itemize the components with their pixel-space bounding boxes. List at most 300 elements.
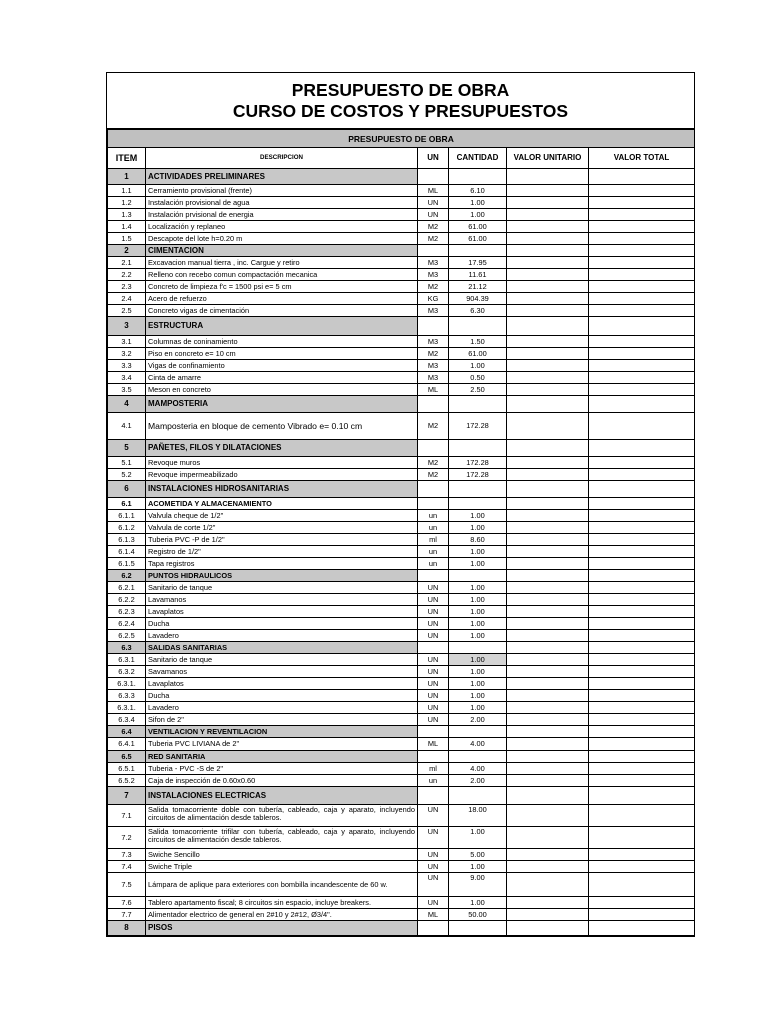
- section-item: 5: [108, 440, 146, 457]
- section-valor-unitario: [507, 245, 589, 257]
- item-cell: 7.5: [108, 873, 146, 897]
- description-cell: Alimentador electrico de general en 2#10 y 2#12, Ø3/4".: [146, 909, 418, 921]
- total-value-cell: [589, 469, 695, 481]
- item-cell: 1.2: [108, 197, 146, 209]
- table-row: [108, 209, 695, 221]
- unit-value-cell: [507, 763, 589, 775]
- unit-cell: UN: [418, 702, 449, 714]
- quantity-cell: 1.00: [449, 209, 507, 221]
- table-row: [108, 618, 695, 630]
- subsection-row: [108, 726, 695, 738]
- section-title: INSTALACIONES HIDROSANITARIAS: [146, 481, 418, 498]
- description-cell: Lámpara de aplique para exteriores con bombilla incandescente de 60 w.: [146, 873, 418, 897]
- unit-cell: UN: [418, 690, 449, 702]
- section-valor-total: [589, 787, 695, 805]
- unit-value-cell: [507, 269, 589, 281]
- unit-value-cell: [507, 233, 589, 245]
- quantity-cell: 172.28: [449, 457, 507, 469]
- unit-cell: M3: [418, 372, 449, 384]
- section-cantidad: [449, 440, 507, 457]
- subsection-valor-total: [589, 751, 695, 763]
- description-cell: Sanitario de tanque: [146, 654, 418, 666]
- section-title: ESTRUCTURA: [146, 317, 418, 336]
- total-value-cell: [589, 233, 695, 245]
- section-un: [418, 481, 449, 498]
- unit-cell: UN: [418, 849, 449, 861]
- item-cell: 3.2: [108, 348, 146, 360]
- subsection-item: 6.1: [108, 498, 146, 510]
- section-cantidad: [449, 396, 507, 413]
- unit-cell: ML: [418, 909, 449, 921]
- unit-value-cell: [507, 534, 589, 546]
- unit-cell: KG: [418, 293, 449, 305]
- unit-cell: M2: [418, 348, 449, 360]
- table-row: [108, 558, 695, 570]
- unit-value-cell: [507, 197, 589, 209]
- unit-value-cell: [507, 666, 589, 678]
- description-cell: Piso en concreto e= 10 cm: [146, 348, 418, 360]
- unit-value-cell: [507, 897, 589, 909]
- description-cell: Revoque impermeabilizado: [146, 469, 418, 481]
- section-title: ACTIVIDADES PRELIMINARES: [146, 169, 418, 185]
- table-row: [108, 690, 695, 702]
- quantity-cell: 4.00: [449, 738, 507, 751]
- quantity-cell: 172.28: [449, 469, 507, 481]
- item-cell: 1.3: [108, 209, 146, 221]
- description-cell: Lavadero: [146, 630, 418, 642]
- unit-cell: UN: [418, 897, 449, 909]
- section-row: [108, 317, 695, 336]
- table-row: [108, 510, 695, 522]
- section-title: MAMPOSTERIA: [146, 396, 418, 413]
- table-row: [108, 702, 695, 714]
- unit-value-cell: [507, 849, 589, 861]
- unit-cell: UN: [418, 594, 449, 606]
- description-cell: Instalación provisional de agua: [146, 197, 418, 209]
- total-value-cell: [589, 714, 695, 726]
- total-value-cell: [589, 690, 695, 702]
- table-row: [108, 909, 695, 921]
- unit-value-cell: [507, 281, 589, 293]
- description-cell: Swiche Triple: [146, 861, 418, 873]
- subsection-title: SALIDAS SANITARIAS: [146, 642, 418, 654]
- quantity-cell: 8.60: [449, 534, 507, 546]
- total-value-cell: [589, 873, 695, 897]
- section-item: 7: [108, 787, 146, 805]
- item-cell: 6.1.4: [108, 546, 146, 558]
- section-row: [108, 921, 695, 936]
- table-row: [108, 714, 695, 726]
- unit-value-cell: [507, 714, 589, 726]
- unit-cell: M3: [418, 305, 449, 317]
- document-subtitle: CURSO DE COSTOS Y PRESUPUESTOS: [232, 100, 569, 121]
- table-row: [108, 269, 695, 281]
- total-value-cell: [589, 510, 695, 522]
- quantity-cell: 2.00: [449, 775, 507, 787]
- table-row: [108, 336, 695, 348]
- unit-value-cell: [507, 522, 589, 534]
- subsection-cantidad: [449, 751, 507, 763]
- total-value-cell: [589, 413, 695, 440]
- quantity-cell: 50.00: [449, 909, 507, 921]
- table-row: [108, 594, 695, 606]
- description-cell: Tapa registros: [146, 558, 418, 570]
- unit-value-cell: [507, 457, 589, 469]
- description-cell: Lavadero: [146, 702, 418, 714]
- unit-value-cell: [507, 738, 589, 751]
- item-cell: 6.4.1: [108, 738, 146, 751]
- quantity-cell: 1.00: [449, 702, 507, 714]
- total-value-cell: [589, 861, 695, 873]
- unit-value-cell: [507, 873, 589, 897]
- subsection-un: [418, 726, 449, 738]
- description-cell: Lavamanos: [146, 594, 418, 606]
- table-row: [108, 233, 695, 245]
- unit-value-cell: [507, 861, 589, 873]
- section-un: [418, 245, 449, 257]
- quantity-cell: 0.50: [449, 372, 507, 384]
- subsection-valor-unitario: [507, 726, 589, 738]
- total-value-cell: [589, 372, 695, 384]
- description-cell: Descapote del lote h=0.20 m: [146, 233, 418, 245]
- item-cell: 2.2: [108, 269, 146, 281]
- item-cell: 3.4: [108, 372, 146, 384]
- total-value-cell: [589, 281, 695, 293]
- total-value-cell: [589, 558, 695, 570]
- description-cell: Tablero apartamento fiscal; 8 circuitos sin espacio, incluye breakers.: [146, 897, 418, 909]
- subsection-valor-unitario: [507, 751, 589, 763]
- table-row: [108, 522, 695, 534]
- section-un: [418, 787, 449, 805]
- description-cell: Cinta de amarre: [146, 372, 418, 384]
- total-value-cell: [589, 209, 695, 221]
- section-valor-total: [589, 245, 695, 257]
- total-value-cell: [589, 348, 695, 360]
- unit-value-cell: [507, 805, 589, 827]
- total-value-cell: [589, 654, 695, 666]
- unit-value-cell: [507, 702, 589, 714]
- section-title: CIMENTACION: [146, 245, 418, 257]
- section-valor-unitario: [507, 317, 589, 336]
- quantity-cell: 4.00: [449, 763, 507, 775]
- unit-cell: UN: [418, 618, 449, 630]
- description-cell: Salida tomacorriente doble con tubería, cableado, caja y aparato, incluyendo circuitos de alimentación desde tableros.: [146, 805, 418, 827]
- table-row: [108, 197, 695, 209]
- table-row: [108, 372, 695, 384]
- subsection-row: [108, 642, 695, 654]
- table-row: [108, 861, 695, 873]
- quantity-cell: 1.00: [449, 510, 507, 522]
- table-row: [108, 666, 695, 678]
- section-cantidad: [449, 169, 507, 185]
- quantity-cell: 1.50: [449, 336, 507, 348]
- quantity-cell: 61.00: [449, 233, 507, 245]
- section-cantidad: [449, 787, 507, 805]
- subsection-un: [418, 498, 449, 510]
- item-cell: 6.2.1: [108, 582, 146, 594]
- item-cell: 1.4: [108, 221, 146, 233]
- subsection-valor-total: [589, 642, 695, 654]
- section-item: 3: [108, 317, 146, 336]
- description-cell: Vigas de confinamiento: [146, 360, 418, 372]
- subsection-valor-total: [589, 726, 695, 738]
- table-row: [108, 293, 695, 305]
- quantity-cell: 1.00: [449, 197, 507, 209]
- section-valor-unitario: [507, 921, 589, 936]
- unit-value-cell: [507, 678, 589, 690]
- unit-value-cell: [507, 630, 589, 642]
- total-value-cell: [589, 805, 695, 827]
- total-value-cell: [589, 534, 695, 546]
- item-cell: 7.6: [108, 897, 146, 909]
- description-cell: Cerramiento provisional (frente): [146, 185, 418, 197]
- total-value-cell: [589, 630, 695, 642]
- subsection-row: [108, 751, 695, 763]
- total-value-cell: [589, 897, 695, 909]
- table-row: [108, 185, 695, 197]
- total-value-cell: [589, 618, 695, 630]
- item-cell: 6.1.3: [108, 534, 146, 546]
- item-cell: 6.3.3: [108, 690, 146, 702]
- item-cell: 6.2.5: [108, 630, 146, 642]
- unit-value-cell: [507, 690, 589, 702]
- section-valor-total: [589, 921, 695, 936]
- unit-cell: UN: [418, 666, 449, 678]
- total-value-cell: [589, 594, 695, 606]
- total-value-cell: [589, 522, 695, 534]
- unit-cell: M2: [418, 221, 449, 233]
- table-row: [108, 678, 695, 690]
- unit-cell: un: [418, 522, 449, 534]
- unit-value-cell: [507, 305, 589, 317]
- unit-cell: M3: [418, 269, 449, 281]
- quantity-cell: 2.50: [449, 384, 507, 396]
- description-cell: Meson en concreto: [146, 384, 418, 396]
- unit-value-cell: [507, 618, 589, 630]
- total-value-cell: [589, 197, 695, 209]
- table-row: [108, 849, 695, 861]
- subsection-cantidad: [449, 726, 507, 738]
- total-value-cell: [589, 305, 695, 317]
- total-value-cell: [589, 678, 695, 690]
- section-valor-unitario: [507, 481, 589, 498]
- subsection-valor-total: [589, 498, 695, 510]
- description-cell: Valvula cheque de 1/2": [146, 510, 418, 522]
- total-value-cell: [589, 909, 695, 921]
- section-title: PISOS: [146, 921, 418, 936]
- section-row: [108, 169, 695, 185]
- unit-value-cell: [507, 293, 589, 305]
- subsection-un: [418, 570, 449, 582]
- unit-value-cell: [507, 909, 589, 921]
- table-row: [108, 348, 695, 360]
- table-row: [108, 738, 695, 751]
- total-value-cell: [589, 702, 695, 714]
- quantity-cell: 1.00: [449, 897, 507, 909]
- unit-cell: UN: [418, 654, 449, 666]
- quantity-cell: 17.95: [449, 257, 507, 269]
- header-valor-unitario: VALOR UNITARIO: [507, 148, 589, 169]
- quantity-cell: 1.00: [449, 360, 507, 372]
- description-cell: Mamposteria en bloque de cemento Vibrado e= 0.10 cm: [146, 413, 418, 440]
- section-item: 8: [108, 921, 146, 936]
- description-cell: Acero de refuerzo: [146, 293, 418, 305]
- subsection-valor-unitario: [507, 642, 589, 654]
- subsection-cantidad: [449, 498, 507, 510]
- section-un: [418, 440, 449, 457]
- unit-cell: UN: [418, 805, 449, 827]
- section-cantidad: [449, 317, 507, 336]
- description-cell: Swiche Sencillo: [146, 849, 418, 861]
- unit-value-cell: [507, 582, 589, 594]
- unit-cell: UN: [418, 714, 449, 726]
- quantity-cell: 1.00: [449, 522, 507, 534]
- description-cell: Concreto vigas de cimentación: [146, 305, 418, 317]
- total-value-cell: [589, 336, 695, 348]
- unit-value-cell: [507, 654, 589, 666]
- unit-cell: UN: [418, 861, 449, 873]
- unit-cell: M3: [418, 257, 449, 269]
- table-row: [108, 897, 695, 909]
- unit-cell: UN: [418, 873, 449, 897]
- description-cell: Savamanos: [146, 666, 418, 678]
- unit-cell: ml: [418, 534, 449, 546]
- table-row: [108, 546, 695, 558]
- quantity-cell: 1.00: [449, 558, 507, 570]
- total-value-cell: [589, 185, 695, 197]
- table-row: [108, 257, 695, 269]
- description-cell: Salida tomacorriente trifilar con tubería, cableado, caja y aparato, incluyendo circuitos de alimentación desde tableros.: [146, 827, 418, 849]
- unit-cell: M2: [418, 469, 449, 481]
- quantity-cell: 21.12: [449, 281, 507, 293]
- unit-cell: un: [418, 775, 449, 787]
- section-row: [108, 440, 695, 457]
- item-cell: 6.1.1: [108, 510, 146, 522]
- item-cell: 7.4: [108, 861, 146, 873]
- section-valor-total: [589, 481, 695, 498]
- unit-cell: un: [418, 546, 449, 558]
- unit-cell: UN: [418, 827, 449, 849]
- unit-value-cell: [507, 594, 589, 606]
- unit-cell: ML: [418, 185, 449, 197]
- quantity-cell: 2.00: [449, 714, 507, 726]
- total-value-cell: [589, 257, 695, 269]
- total-value-cell: [589, 546, 695, 558]
- table-row: [108, 775, 695, 787]
- section-row: [108, 481, 695, 498]
- subsection-row: [108, 570, 695, 582]
- unit-cell: UN: [418, 606, 449, 618]
- quantity-cell: 1.00: [449, 861, 507, 873]
- quantity-cell: 904.39: [449, 293, 507, 305]
- description-cell: Valvula de corte 1/2": [146, 522, 418, 534]
- unit-value-cell: [507, 372, 589, 384]
- section-cantidad: [449, 921, 507, 936]
- unit-value-cell: [507, 775, 589, 787]
- unit-cell: un: [418, 558, 449, 570]
- section-item: 4: [108, 396, 146, 413]
- subsection-title: PUNTOS HIDRAULICOS: [146, 570, 418, 582]
- unit-value-cell: [507, 827, 589, 849]
- banner-label: PRESUPUESTO DE OBRA: [108, 130, 695, 148]
- unit-value-cell: [507, 221, 589, 233]
- header-un: UN: [418, 148, 449, 169]
- item-cell: 6.3.2: [108, 666, 146, 678]
- item-cell: 5.1: [108, 457, 146, 469]
- unit-value-cell: [507, 546, 589, 558]
- table-row: [108, 413, 695, 440]
- unit-value-cell: [507, 185, 589, 197]
- item-cell: 6.3.1: [108, 654, 146, 666]
- table-row: [108, 827, 695, 849]
- table-row: [108, 384, 695, 396]
- quantity-cell: 6.30: [449, 305, 507, 317]
- table-row: [108, 606, 695, 618]
- quantity-cell: 1.00: [449, 666, 507, 678]
- unit-cell: UN: [418, 582, 449, 594]
- quantity-cell: 1.00: [449, 618, 507, 630]
- item-cell: 6.2.3: [108, 606, 146, 618]
- quantity-cell: 1.00: [449, 582, 507, 594]
- total-value-cell: [589, 293, 695, 305]
- unit-cell: ML: [418, 384, 449, 396]
- subsection-un: [418, 642, 449, 654]
- total-value-cell: [589, 763, 695, 775]
- item-cell: 3.5: [108, 384, 146, 396]
- item-cell: 2.1: [108, 257, 146, 269]
- item-cell: 6.3.1.: [108, 678, 146, 690]
- section-valor-total: [589, 317, 695, 336]
- quantity-cell: 61.00: [449, 348, 507, 360]
- header-valor-total: VALOR TOTAL: [589, 148, 695, 169]
- unit-cell: M3: [418, 360, 449, 372]
- total-value-cell: [589, 775, 695, 787]
- item-cell: 7.7: [108, 909, 146, 921]
- total-value-cell: [589, 827, 695, 849]
- section-cantidad: [449, 245, 507, 257]
- section-valor-unitario: [507, 169, 589, 185]
- quantity-cell: 1.00: [449, 678, 507, 690]
- section-un: [418, 317, 449, 336]
- item-cell: 6.2.2: [108, 594, 146, 606]
- item-cell: 3.3: [108, 360, 146, 372]
- subsection-title: RED SANITARIA: [146, 751, 418, 763]
- quantity-cell: 1.00: [449, 827, 507, 849]
- section-row: [108, 396, 695, 413]
- description-cell: Concreto de limpieza f'c = 1500 psi e= 5 cm: [146, 281, 418, 293]
- subsection-valor-unitario: [507, 570, 589, 582]
- section-valor-unitario: [507, 787, 589, 805]
- table-row: [108, 654, 695, 666]
- unit-cell: UN: [418, 678, 449, 690]
- item-cell: 7.1: [108, 805, 146, 827]
- subsection-title: ACOMETIDA Y ALMACENAMIENTO: [146, 498, 418, 510]
- description-cell: Excavacion manual tierra , inc. Cargue y retiro: [146, 257, 418, 269]
- item-cell: 6.3.1.: [108, 702, 146, 714]
- subsection-row: [108, 498, 695, 510]
- description-cell: Tuberia - PVC -S de 2": [146, 763, 418, 775]
- item-cell: 6.1.5: [108, 558, 146, 570]
- item-cell: 7.2: [108, 827, 146, 849]
- quantity-cell: 5.00: [449, 849, 507, 861]
- section-cantidad: [449, 481, 507, 498]
- unit-value-cell: [507, 469, 589, 481]
- section-item: 2: [108, 245, 146, 257]
- total-value-cell: [589, 849, 695, 861]
- item-cell: 1.1: [108, 185, 146, 197]
- total-value-cell: [589, 606, 695, 618]
- description-cell: Ducha: [146, 618, 418, 630]
